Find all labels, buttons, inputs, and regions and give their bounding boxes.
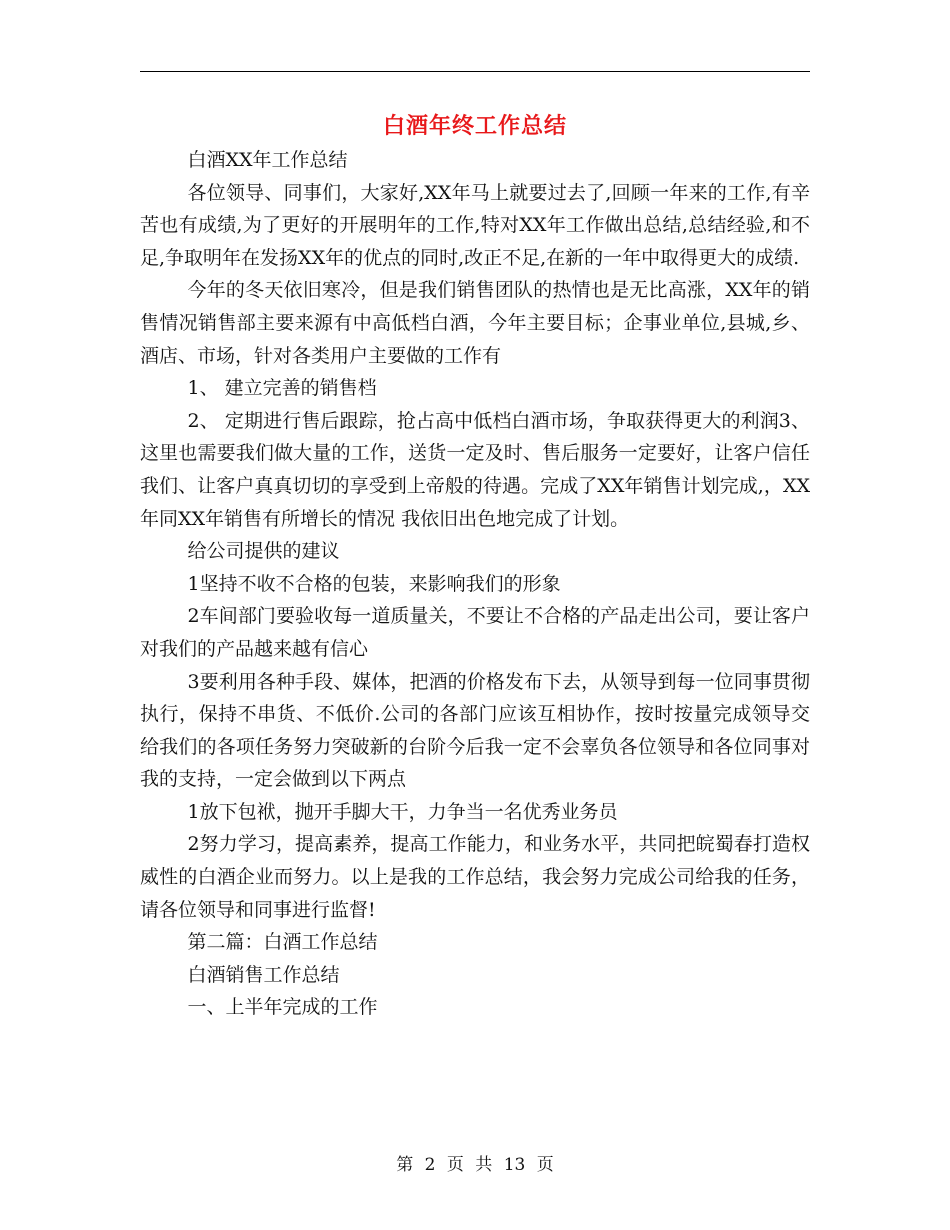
paragraph: 一、上半年完成的工作 xyxy=(187,996,378,1019)
paragraph: 白酒销售工作总结 xyxy=(187,963,340,986)
paragraph: 今年的冬天依旧寒冷，但是我们销售团队的热情也是无比高涨，XX年的销售情况销售部主要来源有中高低档白酒，今年主要目标；企事业单位,县城,乡、酒店、市场，针对各类用户主要做的工作有 xyxy=(140,279,810,367)
paragraph: 1、 建立完善的销售档 xyxy=(187,377,377,400)
paragraph: 2、 定期进行售后跟踪，抢占高中低档白酒市场，争取获得更大的利润3、 这里也需要我们做大量的工作，送货一定及时、售后服务一定要好，让客户信任我们、让客户真真切切的享受到上帝般的待遇。完成了XX年销售计划完成,，XX年同XX年销售有所增长的情况 我依旧出色地完成了计划。 xyxy=(140,409,810,530)
page-number-footer: 第 2 页 共 13 页 xyxy=(396,1155,554,1175)
paragraph: 2努力学习，提高素养，提高工作能力，和业务水平，共同把皖蜀春打造权威性的白酒企业而努力。以上是我的工作总结，我会努力完成公司给我的任务，请各位领导和同事进行监督! xyxy=(140,833,810,921)
paragraph: 各位领导、同事们，大家好,XX年马上就要过去了,回顾一年来的工作,有辛苦也有成绩,为了更好的开展明年的工作,特对XX年工作做出总结,总结经验,和不足,争取明年在发扬XX年的优点的同时,改正不足,在新的一年中取得更大的成绩. xyxy=(140,181,810,269)
paragraph: 白酒XX年工作总结 xyxy=(187,149,348,171)
paragraph: 1坚持不收不合格的包装，来影响我们的形象 xyxy=(187,572,561,595)
paragraph: 第二篇：白酒工作总结 xyxy=(187,931,378,954)
document-body xyxy=(140,144,810,1024)
paragraph: 给公司提供的建议 xyxy=(187,540,340,563)
paragraph: 1放下包袱，抛开手脚大干，力争当一名优秀业务员 xyxy=(187,800,618,823)
document-title: 白酒年终工作总结 xyxy=(382,113,567,139)
header-rule xyxy=(140,71,810,72)
paragraph: 2车间部门要验收每一道质量关，不要让不合格的产品走出公司，要让客户对我们的产品越来越有信心 xyxy=(140,605,810,660)
paragraph: 3要利用各种手段、媒体，把酒的价格发布下去，从领导到每一位同事贯彻执行，保持不串货、不低价.公司的各部门应该互相协作，按时按量完成领导交给我们的各项任务努力突破新的台阶今后我一定不会辜负各位领导和各位同事对我的支持，一定会做到以下两点 xyxy=(140,670,810,791)
